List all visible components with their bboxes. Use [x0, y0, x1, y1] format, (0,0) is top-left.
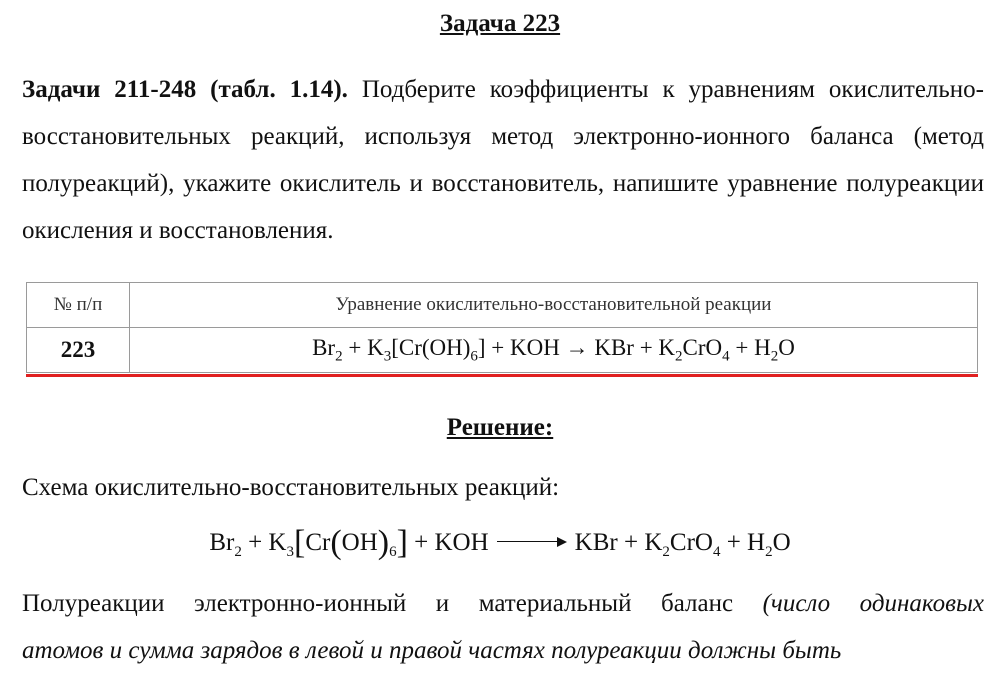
scheme-label: Схема окислительно-восстановительных реакций:: [22, 474, 560, 501]
col-number-header: № п/п: [27, 283, 130, 328]
bracket-close: ]: [396, 524, 408, 561]
eq-sub: 4: [712, 544, 721, 560]
eq-part: + K: [617, 529, 663, 556]
eq-part: + H: [729, 334, 771, 360]
page-title: Задача 223: [439, 10, 561, 37]
eq-sub: 2: [662, 544, 670, 560]
col-equation-header: Уравнение окислительно-восстановительной реакции: [130, 283, 978, 328]
eq-part: Br: [312, 334, 336, 360]
half-reaction-italic: (число одинаковых: [762, 590, 984, 617]
task-text: Подберите коэффициенты к уравнениям окислительно-восстановительных реакций, используя метод электронно-ионного баланса (метод полуреакций), укажите окислитель и восстановитель, напишите уравнение полуреакции окисления и восстановления.: [22, 76, 984, 244]
eq-part: CrO: [682, 334, 723, 360]
eq-part: ] + KOH → KBr + K: [477, 334, 676, 360]
reaction-arrow-icon: [497, 537, 567, 547]
eq-part: O: [772, 529, 791, 556]
eq-part: O: [778, 334, 795, 360]
eq-part: Cr: [305, 529, 331, 556]
reaction-table: [26, 282, 978, 373]
half-reaction-line: [22, 580, 984, 627]
red-underline: [26, 374, 978, 377]
table-row: [27, 328, 978, 373]
eq-part: + KOH: [407, 529, 489, 556]
eq-sub: 4: [722, 348, 730, 365]
eq-sub: 2: [335, 348, 343, 365]
table-header-row: [27, 283, 978, 328]
eq-part: Br: [209, 529, 235, 556]
eq-part: + K: [241, 529, 287, 556]
eq-part: OH: [341, 529, 378, 556]
half-reaction-line-2: атомов и сумма зарядов в левой и правой частях полуреакции должны быть: [22, 637, 842, 664]
eq-sub: 2: [770, 348, 779, 365]
eq-sub: 2: [675, 348, 683, 365]
eq-part: CrO: [669, 529, 713, 556]
eq-sub: 2: [234, 544, 242, 560]
eq-sub: 3: [286, 544, 294, 560]
bracket-open: [: [293, 524, 306, 561]
paren-close: ): [377, 524, 390, 561]
paren-open: (: [330, 524, 342, 561]
eq-part: + H: [720, 529, 766, 556]
scheme-equation: [0, 524, 1000, 562]
eq-part: KBr: [574, 529, 618, 556]
half-reaction-text: Полуреакции электронно-ионный и материальный баланс: [22, 590, 763, 617]
row-number: 223: [27, 328, 130, 373]
task-paragraph: [22, 66, 984, 254]
eq-sub: 6: [470, 348, 478, 365]
eq-part: + K: [342, 334, 384, 360]
eq-sub: 6: [389, 544, 397, 560]
row-equation: [130, 328, 978, 373]
eq-sub: 3: [383, 348, 392, 365]
eq-part: [Cr(OH): [391, 334, 471, 360]
eq-sub: 2: [765, 544, 773, 560]
solution-title: Решение:: [446, 414, 554, 441]
task-bold-prefix: Задачи 211-248 (табл. 1.14).: [22, 76, 348, 103]
